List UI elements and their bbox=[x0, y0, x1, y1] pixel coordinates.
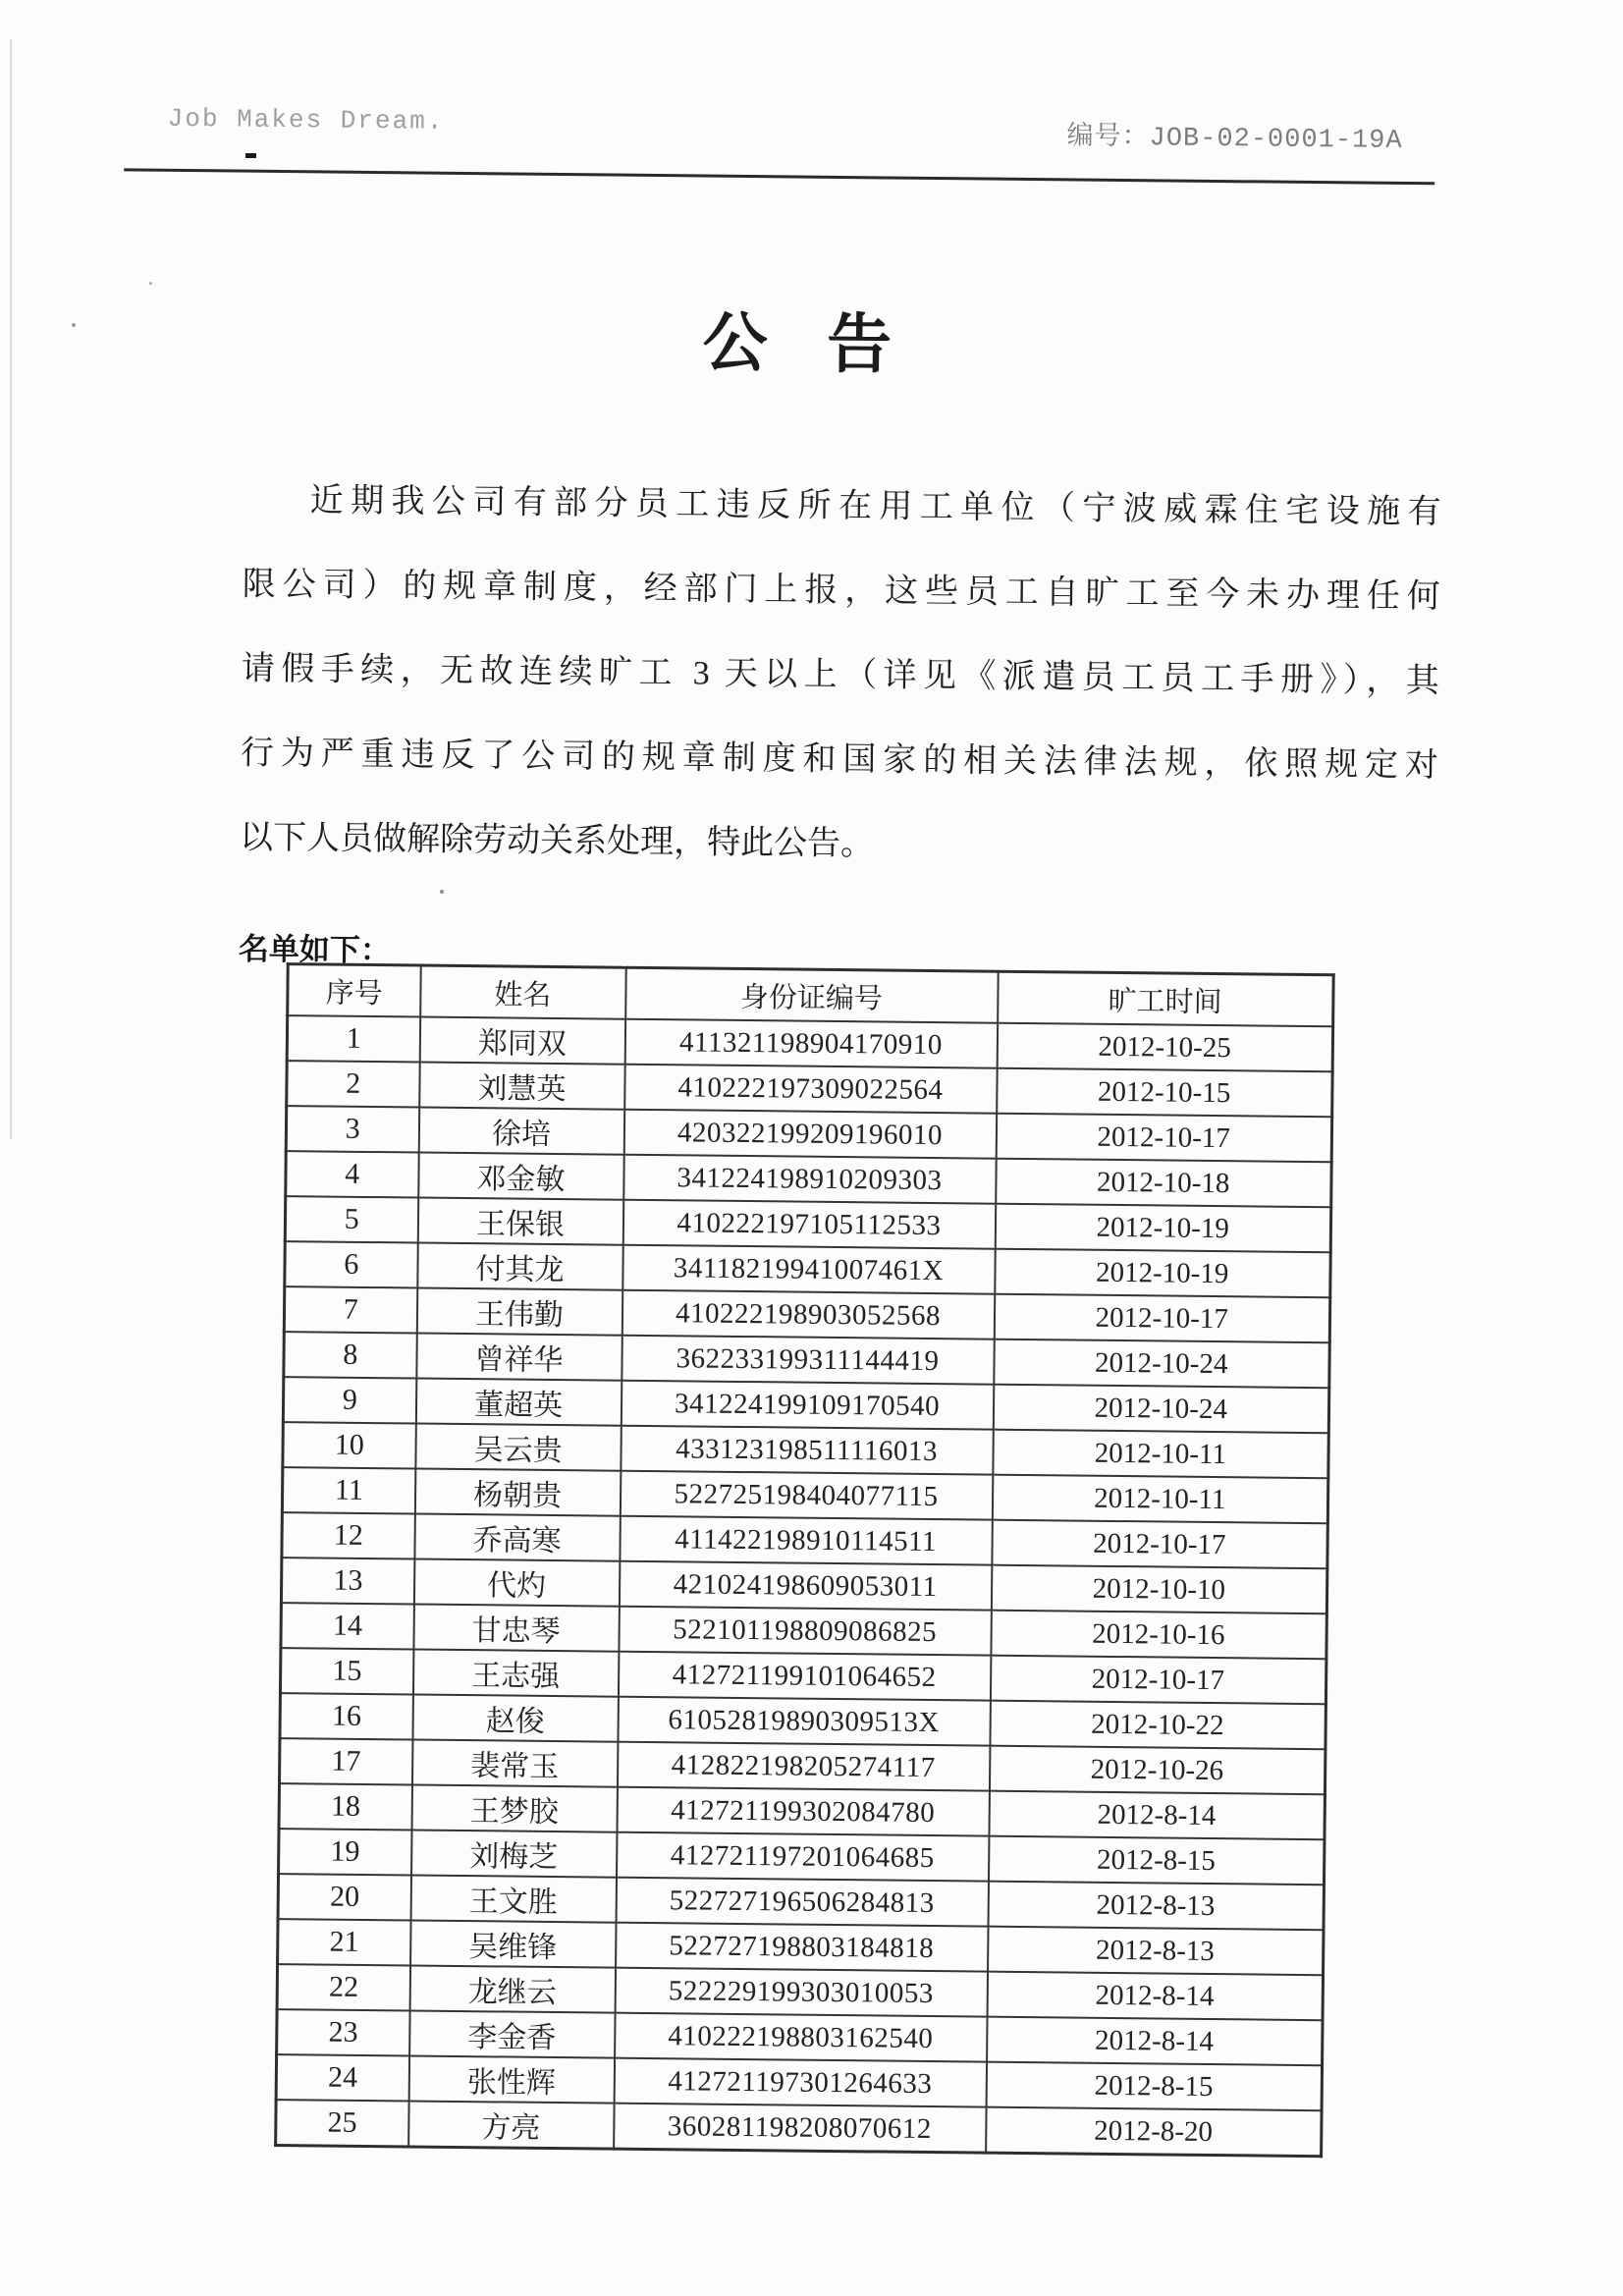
cell-absence-date: 2012-10-17 bbox=[990, 1656, 1325, 1705]
cell-absence-date: 2012-10-16 bbox=[991, 1611, 1326, 1660]
cell-name: 方亮 bbox=[408, 2101, 614, 2149]
cell-absence-date: 2012-8-13 bbox=[988, 1882, 1324, 1931]
cell-id-number: 420322199209196010 bbox=[623, 1110, 996, 1159]
cell-id-number: 522725198404077115 bbox=[620, 1471, 992, 1520]
cell-index: 19 bbox=[279, 1829, 411, 1875]
cell-name: 杨朝贵 bbox=[414, 1469, 620, 1516]
cell-index: 10 bbox=[283, 1422, 415, 1468]
cell-absence-date: 2012-8-14 bbox=[987, 2017, 1323, 2066]
cell-index: 12 bbox=[282, 1512, 414, 1558]
paragraph-line: 近期我公司有部分员工违反所在用工单位（宁波威霖住宅设施有 bbox=[309, 482, 1441, 531]
cell-index: 8 bbox=[284, 1332, 416, 1378]
column-header: 姓名 bbox=[420, 965, 626, 1019]
cell-id-number: 522727198803184818 bbox=[616, 1923, 988, 1972]
cell-id-number: 362233199311144419 bbox=[622, 1336, 994, 1385]
cell-id-number: 360281198208070612 bbox=[614, 2104, 986, 2153]
cell-name: 郑同双 bbox=[419, 1017, 624, 1065]
cell-index: 23 bbox=[277, 2009, 409, 2055]
cell-id-number: 411321198904170910 bbox=[624, 1019, 997, 1068]
roster-table bbox=[274, 962, 1335, 2158]
cell-index: 15 bbox=[280, 1648, 412, 1694]
cell-index: 20 bbox=[278, 1874, 410, 1920]
roster-table-body bbox=[276, 1015, 1333, 2157]
header-slogan: Job Makes Dream. bbox=[167, 103, 445, 137]
cell-absence-date: 2012-10-11 bbox=[992, 1475, 1327, 1524]
cell-name: 吴维锋 bbox=[410, 1920, 616, 1967]
cell-absence-date: 2012-8-20 bbox=[986, 2107, 1322, 2157]
cell-index: 5 bbox=[285, 1196, 417, 1242]
cell-name: 吴云贵 bbox=[415, 1424, 621, 1471]
header-doc-number: 编号：JOB-02-0001-19A bbox=[1066, 123, 1403, 156]
cell-id-number: 412721199302084780 bbox=[617, 1787, 989, 1836]
cell-absence-date: 2012-8-14 bbox=[989, 1791, 1325, 1840]
cell-id-number: 34118219941007461X bbox=[622, 1245, 995, 1294]
cell-id-number: 421024198609053011 bbox=[619, 1561, 991, 1611]
cell-name: 赵俊 bbox=[412, 1694, 618, 1741]
cell-absence-date: 2012-10-18 bbox=[996, 1159, 1331, 1208]
cell-index: 4 bbox=[286, 1151, 418, 1197]
paragraph-line: 限公司）的规章制度，经部门上报，这些员工自旷工至今未办理任何 bbox=[242, 566, 1440, 616]
cell-id-number: 410222197105112533 bbox=[622, 1200, 995, 1249]
cell-index: 25 bbox=[276, 2100, 408, 2147]
cell-absence-date: 2012-10-10 bbox=[991, 1565, 1326, 1614]
cell-absence-date: 2012-10-11 bbox=[993, 1430, 1328, 1479]
cell-id-number: 412721197301264633 bbox=[614, 2058, 986, 2107]
cell-name: 王志强 bbox=[412, 1650, 618, 1697]
cell-id-number: 410222197309022564 bbox=[624, 1065, 997, 1114]
cell-absence-date: 2012-8-15 bbox=[986, 2062, 1322, 2111]
cell-index: 14 bbox=[281, 1603, 413, 1649]
cell-index: 9 bbox=[283, 1377, 415, 1423]
cell-absence-date: 2012-8-14 bbox=[987, 1972, 1323, 2021]
cell-absence-date: 2012-10-17 bbox=[994, 1294, 1329, 1343]
column-header: 序号 bbox=[288, 964, 421, 1017]
cell-name: 王梦胶 bbox=[411, 1784, 617, 1831]
cell-id-number: 341224198910209303 bbox=[623, 1155, 996, 1204]
cell-index: 7 bbox=[284, 1286, 416, 1333]
cell-index: 2 bbox=[287, 1061, 419, 1107]
cell-absence-date: 2012-10-19 bbox=[995, 1204, 1330, 1253]
cell-name: 付其龙 bbox=[417, 1243, 622, 1290]
cell-absence-date: 2012-10-25 bbox=[997, 1023, 1332, 1072]
column-header: 身份证编号 bbox=[625, 967, 999, 1022]
cell-name: 刘慧英 bbox=[419, 1063, 624, 1110]
cell-index: 16 bbox=[280, 1693, 412, 1739]
cell-id-number: 412822198205274117 bbox=[617, 1742, 989, 1791]
page-title: 公 告 bbox=[702, 307, 914, 382]
cell-absence-date: 2012-10-26 bbox=[989, 1746, 1325, 1795]
cell-id-number: 522229199303010053 bbox=[615, 1968, 987, 2017]
cell-index: 22 bbox=[277, 1964, 409, 2010]
cell-name: 王保银 bbox=[417, 1198, 622, 1245]
cell-name: 张性辉 bbox=[408, 2055, 614, 2103]
cell-index: 6 bbox=[285, 1241, 417, 1287]
cell-name: 甘忠琴 bbox=[413, 1605, 619, 1652]
cell-absence-date: 2012-10-17 bbox=[992, 1520, 1327, 1569]
cell-index: 18 bbox=[279, 1783, 411, 1830]
cell-id-number: 411422198910114511 bbox=[620, 1516, 992, 1565]
cell-name: 裴常玉 bbox=[411, 1739, 617, 1786]
cell-name: 王文胜 bbox=[410, 1875, 616, 1922]
paragraph-line: 以下人员做解除劳动关系处理，特此公告。 bbox=[239, 819, 875, 863]
cell-index: 21 bbox=[278, 1919, 410, 1965]
cell-name: 龙继云 bbox=[409, 1965, 615, 2012]
table-row bbox=[276, 2100, 1322, 2157]
cell-name: 王伟勤 bbox=[416, 1288, 622, 1336]
cell-absence-date: 2012-10-24 bbox=[993, 1385, 1328, 1434]
header-rule bbox=[124, 168, 1434, 185]
cell-index: 1 bbox=[287, 1015, 419, 1062]
cell-index: 11 bbox=[282, 1467, 414, 1513]
cell-name: 代灼 bbox=[413, 1559, 619, 1607]
cell-name: 刘梅芝 bbox=[411, 1830, 617, 1877]
cell-name: 董超英 bbox=[415, 1379, 621, 1426]
list-label: 名单如下： bbox=[238, 931, 392, 968]
cell-id-number: 433123198511116013 bbox=[621, 1426, 993, 1475]
cell-absence-date: 2012-10-24 bbox=[994, 1339, 1329, 1389]
cell-id-number: 61052819890309513X bbox=[618, 1697, 990, 1746]
cell-absence-date: 2012-8-13 bbox=[988, 1927, 1324, 1976]
cell-id-number: 412721197201064685 bbox=[617, 1832, 989, 1882]
cell-index: 3 bbox=[286, 1106, 418, 1152]
cell-name: 乔高寒 bbox=[414, 1514, 620, 1561]
cell-absence-date: 2012-10-22 bbox=[990, 1701, 1325, 1750]
cell-name: 李金香 bbox=[409, 2010, 615, 2057]
cell-index: 17 bbox=[279, 1738, 411, 1784]
cell-name: 徐培 bbox=[418, 1108, 623, 1155]
paragraph-line: 行为严重违反了公司的规章制度和国家的相关法律法规，依照规定对 bbox=[240, 735, 1439, 785]
cell-id-number: 341224199109170540 bbox=[621, 1381, 993, 1430]
cell-name: 曾祥华 bbox=[416, 1334, 622, 1381]
column-header: 旷工时间 bbox=[998, 971, 1334, 1026]
cell-absence-date: 2012-10-19 bbox=[995, 1249, 1330, 1298]
cell-absence-date: 2012-10-15 bbox=[997, 1068, 1332, 1118]
cell-name: 邓金敏 bbox=[418, 1153, 623, 1200]
cell-id-number: 412721199101064652 bbox=[618, 1652, 990, 1701]
cell-index: 24 bbox=[276, 2054, 408, 2101]
cell-id-number: 410222198803162540 bbox=[615, 2013, 987, 2062]
cell-id-number: 522727196506284813 bbox=[616, 1878, 988, 1927]
cell-id-number: 410222198903052568 bbox=[622, 1290, 994, 1339]
cell-absence-date: 2012-10-17 bbox=[996, 1114, 1331, 1163]
cell-id-number: 522101198809086825 bbox=[619, 1607, 991, 1656]
cell-index: 13 bbox=[281, 1558, 413, 1604]
cell-absence-date: 2012-8-15 bbox=[988, 1836, 1324, 1886]
paragraph-line: 请假手续，无故连续旷工 3 天以上（详见《派遣员工员工手册》），其 bbox=[241, 650, 1440, 700]
